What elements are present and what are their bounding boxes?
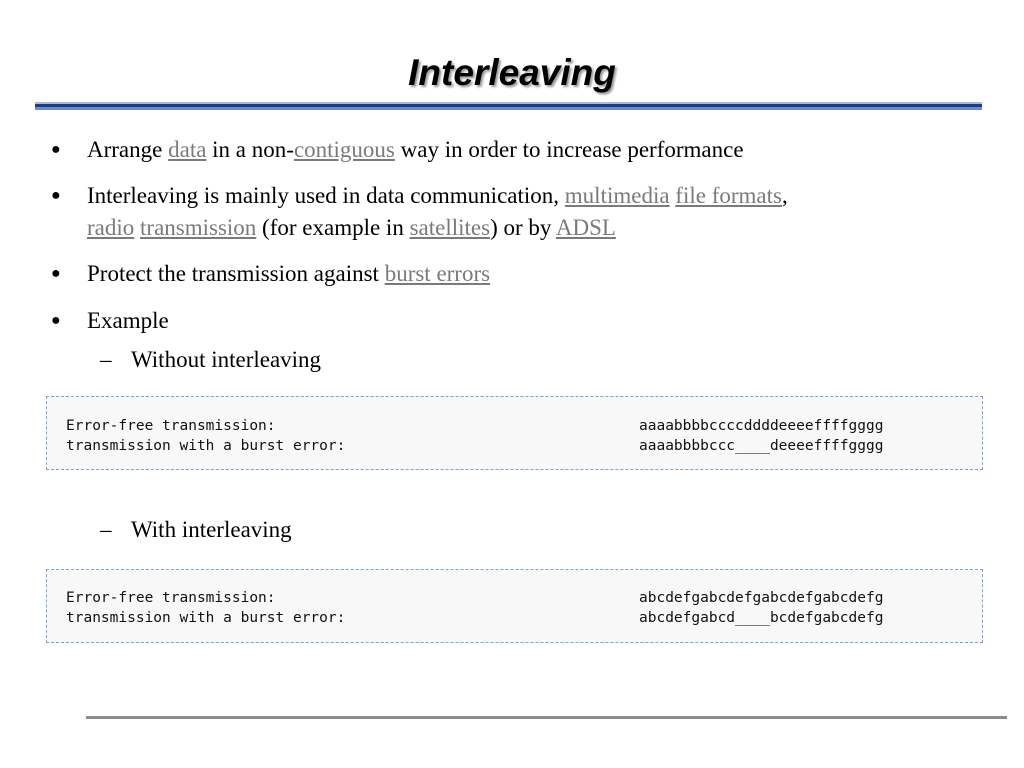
- title-underline-rule: [35, 102, 982, 110]
- code-value: aaaabbbbccccddddeeeeffffgggg: [639, 418, 884, 434]
- link-satellites[interactable]: satellites: [409, 215, 491, 240]
- link-transmission[interactable]: transmission: [140, 215, 257, 240]
- code-label: transmission with a burst error:: [66, 610, 346, 626]
- bullet-line: [87, 180, 977, 212]
- code-box-with-interleaving: [46, 569, 983, 643]
- bullet-item: [87, 258, 977, 290]
- bullet-dot-icon: ●: [51, 187, 61, 204]
- sub-dash: –: [100, 517, 112, 542]
- footer-rule: [86, 716, 1007, 719]
- bullet-text: ) or by: [490, 215, 556, 240]
- bullet-text: in a non-: [206, 137, 294, 162]
- link-multimedia[interactable]: multimedia: [564, 183, 670, 208]
- bullet-dot-icon: ●: [51, 141, 61, 158]
- sub-item-with: With interleaving: [131, 517, 292, 542]
- bullet-text: Arrange: [87, 137, 169, 162]
- bullet-text: (for example in: [256, 215, 410, 240]
- slide-title: Interleaving: [408, 52, 616, 93]
- bullet-item: [87, 180, 977, 244]
- code-label: Error-free transmission:: [66, 590, 276, 606]
- bullet-text: Interleaving is mainly used in data communication,: [87, 183, 565, 208]
- link-adsl[interactable]: ADSL: [555, 215, 616, 240]
- bullet-text: ,: [781, 183, 788, 208]
- code-value: aaaabbbbccc____deeeeffffgggg: [639, 438, 884, 454]
- bullet-text: Protect the transmission against: [87, 261, 385, 286]
- bullet-item: [87, 305, 977, 337]
- bullet-text: way in order to increase performance: [394, 137, 744, 162]
- bullet-dot-icon: ●: [51, 312, 61, 329]
- code-label: transmission with a burst error:: [66, 438, 346, 454]
- code-value: abcdefgabcd____bcdefgabcdefg: [639, 610, 884, 626]
- sub-item-without: Without interleaving: [131, 347, 322, 372]
- link-file-formats[interactable]: file formats: [675, 183, 782, 208]
- bullet-line: [87, 212, 977, 244]
- bullet-item: [87, 134, 977, 166]
- link-data[interactable]: data: [168, 137, 207, 162]
- bullet-text: Example: [87, 308, 169, 333]
- link-contiguous[interactable]: contiguous: [293, 137, 395, 162]
- code-value: abcdefgabcdefgabcdefgabcdefg: [639, 590, 884, 606]
- link-burst-errors[interactable]: burst errors: [384, 261, 491, 286]
- link-radio[interactable]: radio: [87, 215, 135, 240]
- code-box-without-interleaving: [46, 396, 983, 470]
- sub-dash: –: [100, 347, 112, 372]
- bullet-dot-icon: ●: [51, 265, 61, 282]
- code-label: Error-free transmission:: [66, 418, 276, 434]
